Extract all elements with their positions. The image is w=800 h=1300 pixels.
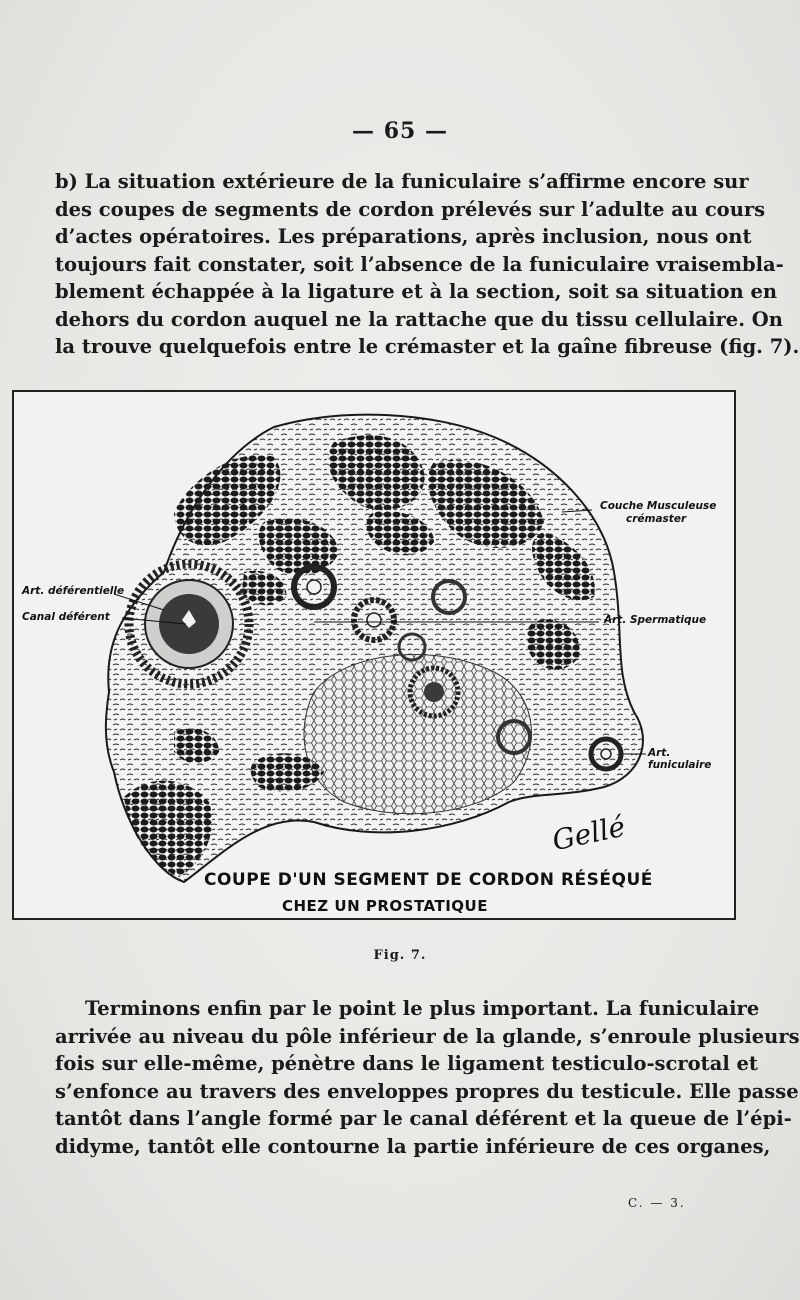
text-line: b) La situation extérieure de la funiculaire s’affirme encore sur: [55, 170, 749, 193]
label-canal-deferent: Canal déférent: [22, 611, 110, 623]
paragraph-terminons: [55, 995, 800, 1160]
text-line: blement échappée à la ligature et à la section, soit sa situation en: [55, 280, 778, 303]
paragraph-situation-exterieure: [55, 168, 800, 361]
artist-signature: Gellé: [549, 809, 629, 858]
label-art-funiculaire: Art. funiculaire: [648, 747, 712, 771]
text-line: d’actes opératoires. Les préparations, après inclusion, nous ont: [55, 225, 752, 248]
text-line: toujours fait constater, soit l’absence de la funiculaire vraisembla-: [55, 252, 784, 276]
signature-mark: C. — 3.: [628, 1196, 686, 1210]
text-line: tantôt dans l’angle formé par le canal déférent et la queue de l’épi-: [55, 1107, 792, 1130]
figure-title-line-2: CHEZ UN PROSTATIQUE: [282, 897, 488, 915]
text-line: Terminons enfin par le point le plus important. La funiculaire: [85, 997, 760, 1020]
figure-histology-section: [12, 390, 736, 920]
text-line: dehors du cordon auquel ne la rattache que du tissu cellulaire. On: [55, 307, 783, 331]
text-line: arrivée au niveau du pôle inférieur de la glande, s’enroule plusieurs: [55, 1024, 800, 1048]
text-line: s’enfonce au travers des enveloppes propres du testicule. Elle passe: [55, 1079, 799, 1103]
text-line: fois sur elle-même, pénètre dans le ligament testiculo-scrotal et: [55, 1052, 758, 1075]
text-line: didyme, tantôt elle contourne la partie inférieure de ces organes,: [55, 1134, 771, 1158]
label-art-spermatique: Art. Spermatique: [604, 614, 707, 626]
figure-title-line-1: COUPE D'UN SEGMENT DE CORDON RÉSÉQUÉ: [204, 870, 653, 890]
text-line: des coupes de segments de cordon prélevés sur l’adulte au cours: [55, 197, 766, 221]
label-couche-musculeuse: Couche Musculeuse: [600, 500, 717, 512]
label-art-deferentielle: Art. déférentielle: [22, 585, 125, 597]
page-number: — 65 —: [352, 118, 448, 144]
figure-caption: Fig. 7.: [373, 948, 427, 963]
text-line: la trouve quelquefois entre le crémaster et la gaîne fibreuse (fig. 7).: [55, 335, 800, 358]
label-cremaster: crémaster: [626, 513, 687, 525]
